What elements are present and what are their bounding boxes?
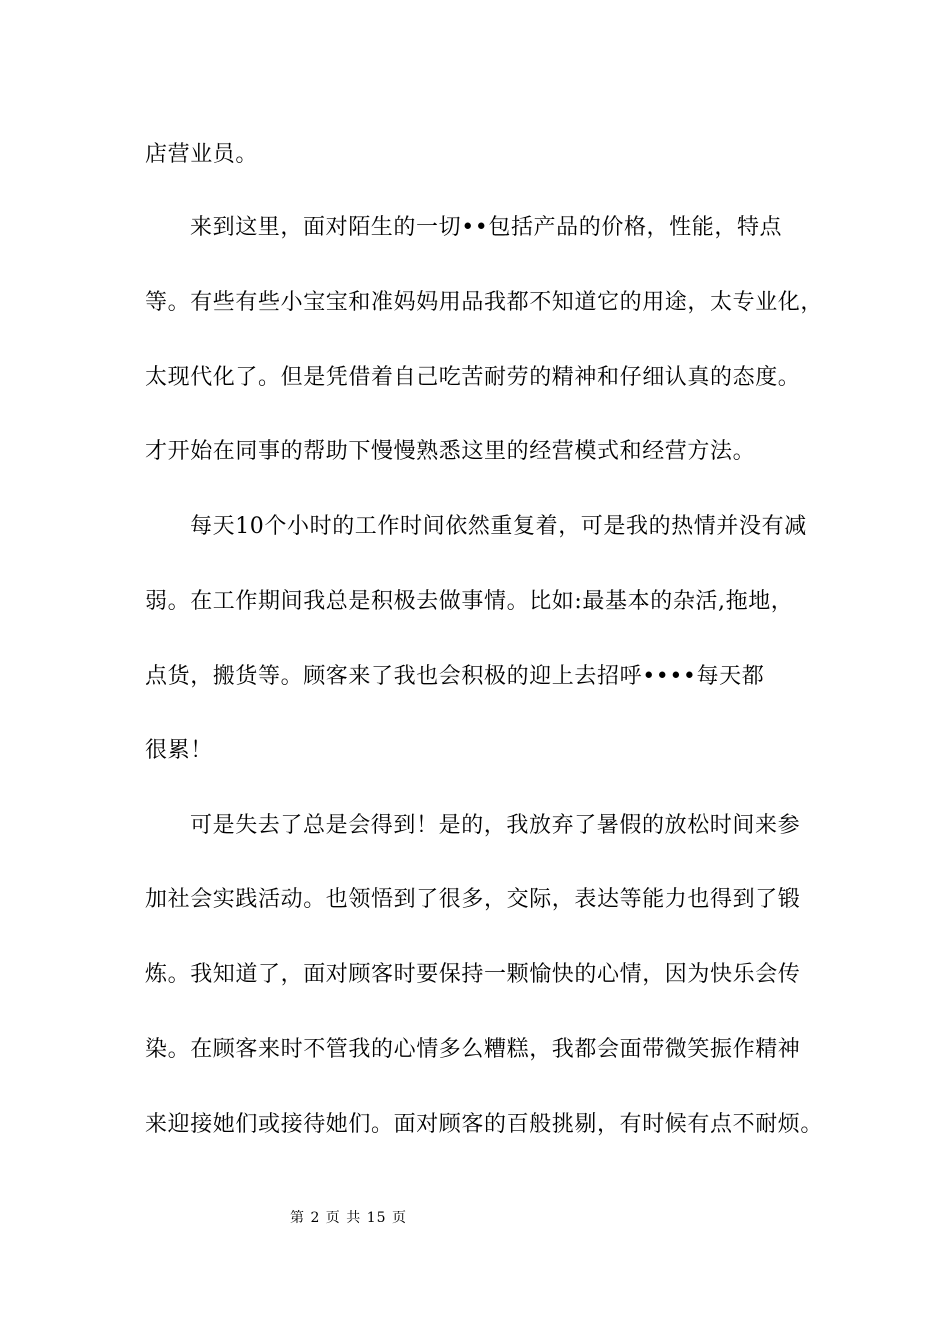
page-footer [0, 1208, 950, 1228]
text-line-1: 店营业员。 [145, 142, 259, 167]
text-line-9: 很累！ [145, 738, 213, 763]
text-line-3: 等。有些有些小宝宝和准妈妈用品我都不知道它的用途，太专业化， [145, 290, 824, 315]
page-number-label: 第 2 页 共 15 页 [290, 1210, 407, 1226]
text-line-12: 炼。我知道了，面对顾客时要保持一颗愉快的心情，因为快乐会传 [145, 962, 801, 987]
text-line-8: 点货，搬货等。顾客来了我也会积极的迎上去招呼••••每天都 [145, 664, 765, 689]
text-line-6: 每天10个小时的工作时间依然重复着，可是我的热情并没有减 [190, 514, 807, 539]
text-line-4: 太现代化了。但是凭借着自己吃苦耐劳的精神和仔细认真的态度。 [145, 365, 801, 390]
text-line-11: 加社会实践活动。也领悟到了很多，交际，表达等能力也得到了锻 [145, 887, 801, 912]
text-line-2: 来到这里，面对陌生的一切••包括产品的价格，性能，特点 [190, 215, 783, 240]
text-line-13: 染。在顾客来时不管我的心情多么糟糕，我都会面带微笑振作精神 [145, 1037, 801, 1062]
text-line-7: 弱。在工作期间我总是积极去做事情。比如:最基本的杂活,拖地， [145, 589, 794, 614]
text-line-14: 来迎接她们或接待她们。面对顾客的百般挑剔，有时候有点不耐烦。 [145, 1112, 824, 1137]
text-line-5: 才开始在同事的帮助下慢慢熟悉这里的经营模式和经营方法。 [145, 439, 756, 464]
text-line-10: 可是失去了总是会得到！是的，我放弃了暑假的放松时间来参 [190, 813, 801, 838]
